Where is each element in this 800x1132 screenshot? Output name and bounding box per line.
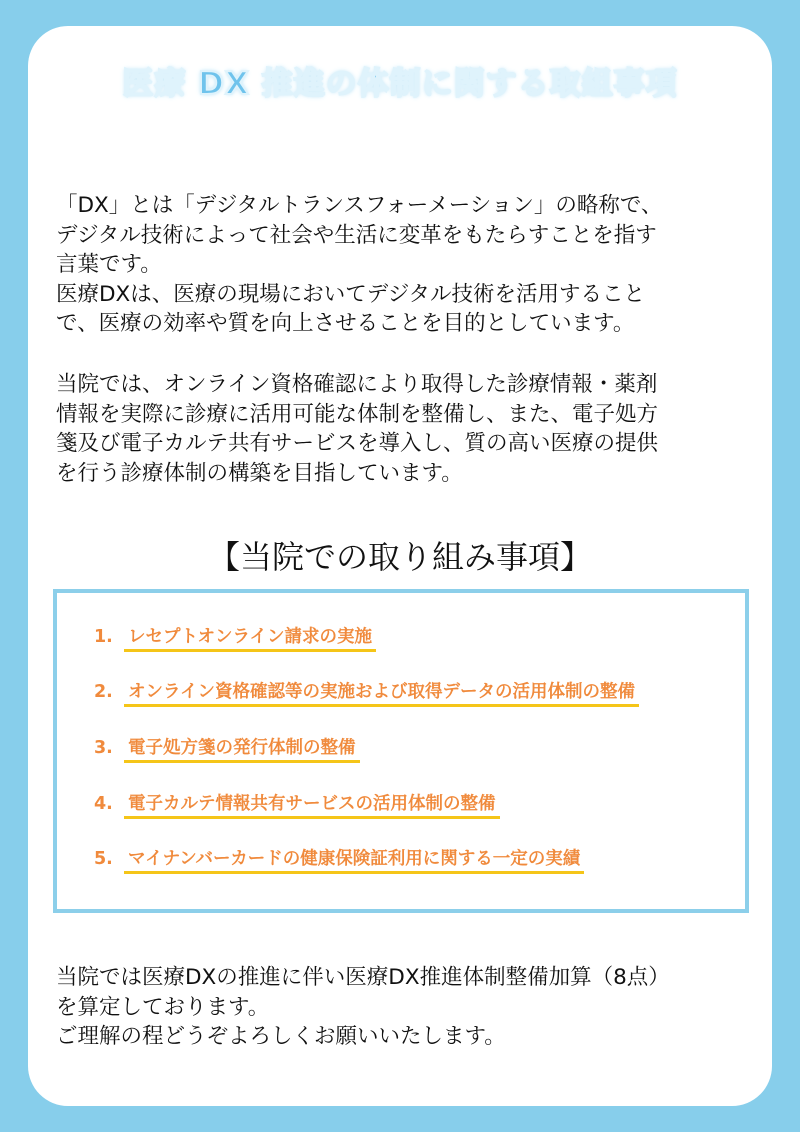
policy-line: 箋及び電子カルテ共有サービスを導入し、質の高い医療の提供: [56, 431, 659, 456]
closing-line: を算定しております。: [56, 994, 270, 1020]
intro-line: 「DX」とは「デジタルトランスフォーメーション」の略称で、: [56, 193, 663, 218]
item-number: 4.: [94, 794, 113, 814]
item-number: 5.: [94, 849, 113, 869]
page-title: 医療 DX 推進の体制に関する取組事項: [122, 66, 678, 102]
initiative-item: [94, 623, 376, 652]
policy-line: 当院では、オンライン資格確認により取得した診療情報・薬剤: [56, 372, 658, 397]
item-label: オンライン資格確認等の実施および取得データの活用体制の整備: [124, 678, 639, 707]
item-label: マイナンバーカードの健康保険証利用に関する一定の実績: [124, 845, 584, 874]
policy-line: を行う診療体制の構築を目指しています。: [56, 460, 463, 486]
intro-line: デジタル技術によって社会や生活に変革をもたらすことを指す: [56, 222, 657, 248]
closing-line: 当院では医療DXの推進に伴い医療DX推進体制整備加算（8点）: [56, 965, 670, 990]
initiative-item: [94, 734, 360, 763]
intro-line: 言葉です。: [56, 252, 162, 277]
item-label: レセプトオンライン請求の実施: [124, 623, 376, 652]
initiative-item: [94, 790, 500, 819]
policy-line: 情報を実際に診療に活用可能な体制を整備し、また、電子処方: [56, 401, 659, 427]
intro-line: で、医療の効率や質を向上させることを目的としています。: [56, 311, 635, 336]
closing-paragraph: [56, 963, 756, 1052]
policy-paragraph: [56, 370, 756, 488]
item-number: 1.: [94, 627, 113, 647]
item-number: 3.: [94, 738, 113, 758]
intro-paragraph: [56, 191, 756, 339]
section-heading: 【当院での取り組み事項】: [207, 538, 592, 576]
item-label: 電子処方箋の発行体制の整備: [124, 734, 360, 763]
closing-line: ご理解の程どうぞよろしくお願いいたします。: [56, 1024, 506, 1049]
initiative-item: [94, 678, 639, 707]
initiative-item: [94, 845, 584, 874]
intro-line: 医療DXは、医療の現場においてデジタル技術を活用すること: [56, 281, 645, 307]
item-label: 電子カルテ情報共有サービスの活用体制の整備: [124, 790, 500, 819]
item-number: 2.: [94, 682, 113, 702]
